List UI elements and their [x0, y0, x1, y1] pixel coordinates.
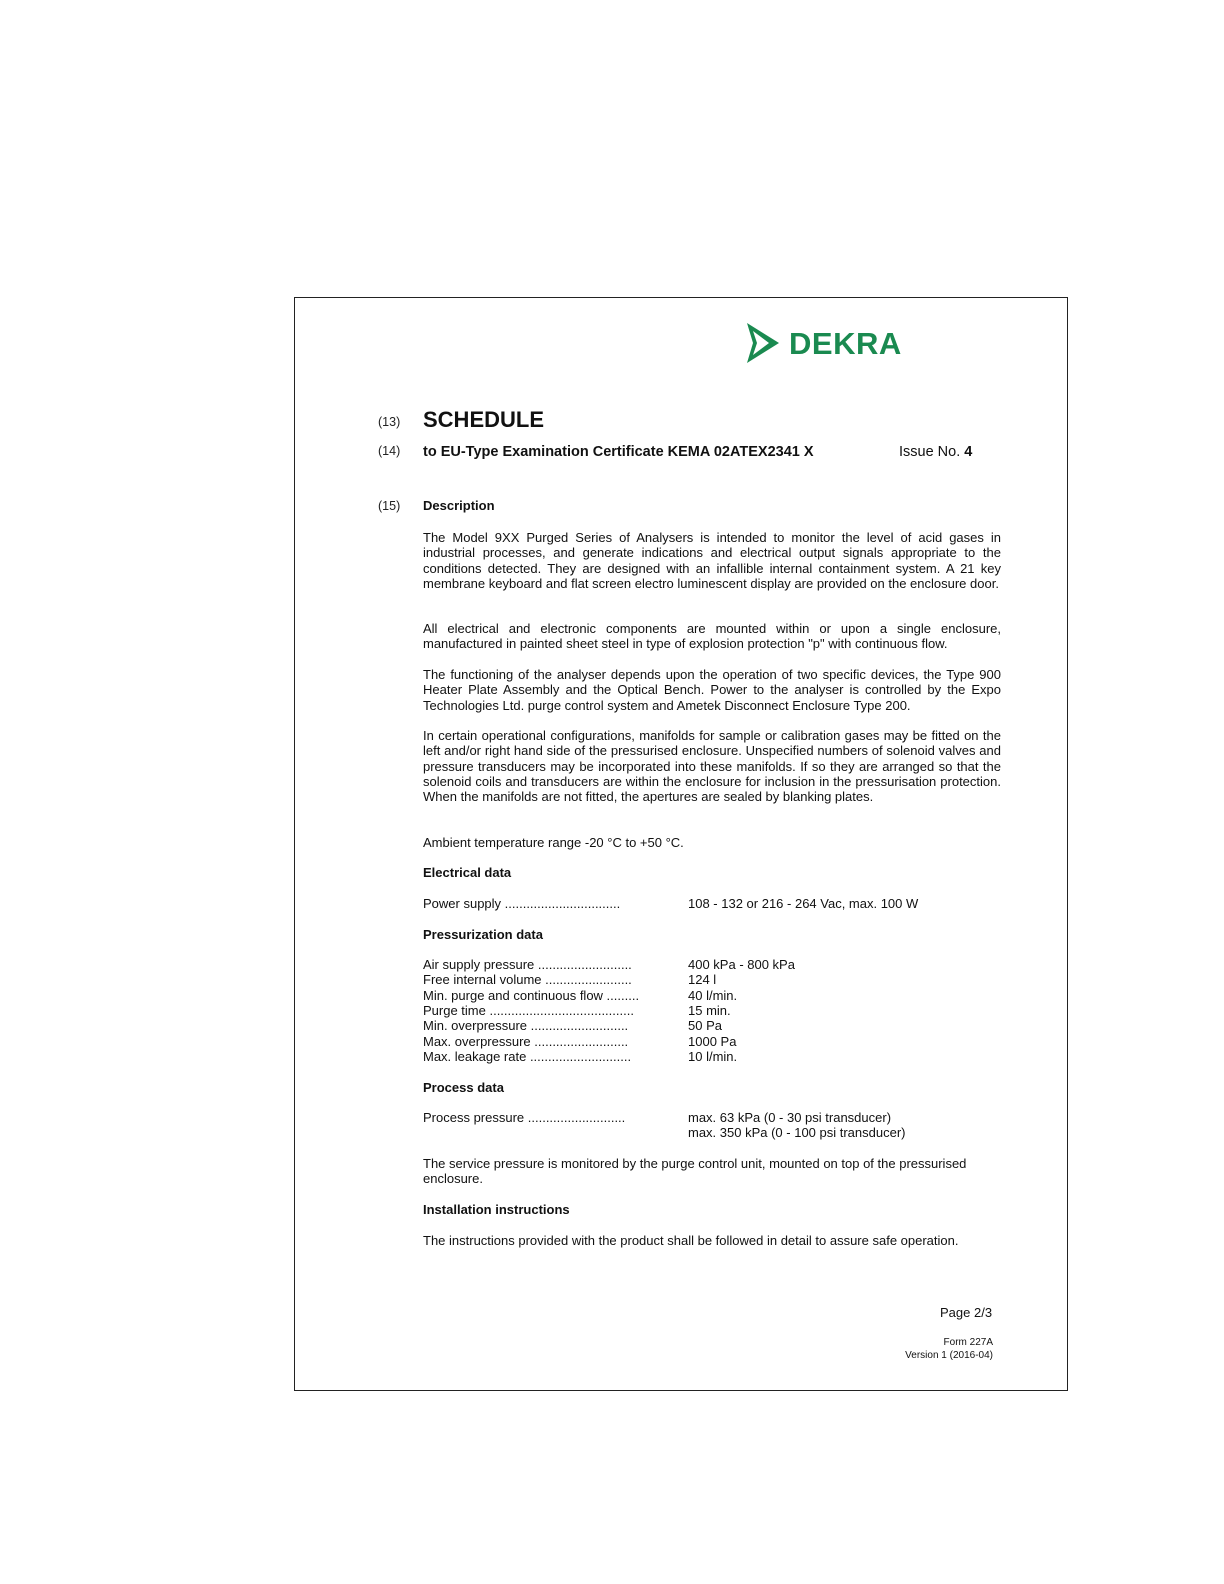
electrical-data-heading: Electrical data	[423, 865, 512, 880]
form-version: Version 1 (2016-04)	[905, 1349, 993, 1361]
page-number: Page 2/3	[940, 1305, 993, 1320]
description-paragraph-2: All electrical and electronic components are mounted within or upon a single enclosure, manufactured in painted sheet steel in type of explosion protection "p" with continuous flow.	[423, 621, 1001, 652]
max-overpressure-value: 1000 Pa	[688, 1033, 737, 1049]
certificate-reference: to EU-Type Examination Certificate KEMA 02ATEX2341 X	[423, 444, 814, 460]
min-purge-flow-label: Min. purge and continuous flow .........	[423, 987, 640, 1003]
max-leakage-rate-value: 10 l/min.	[688, 1048, 738, 1064]
section-number-13: (13)	[378, 415, 401, 429]
power-supply-label: Power supply ................................	[423, 896, 621, 911]
process-pressure-value-1: max. 63 kPa (0 - 30 psi transducer)	[688, 1110, 892, 1125]
issue-label: Issue No.	[899, 444, 961, 460]
description-paragraph-4: In certain operational configurations, manifolds for sample or calibration gases may be fitted on the left and/or right hand side of the pressurised enclosure. Unspecified numbers of solenoid valves and pressure transducers may be incorporated into these manifolds. If so they are arranged so that the solenoid coils and transducers are within the enclosure for inclusion in the pressurisation protection. When the manifolds are not fitted, the apertures are sealed by blanking plates.	[423, 728, 1001, 805]
description-heading: Description	[423, 498, 495, 513]
free-internal-volume-label: Free internal volume ........................	[423, 972, 632, 988]
air-supply-pressure-label: Air supply pressure ..........................	[423, 957, 632, 972]
air-supply-pressure-value: 400 kPa - 800 kPa	[688, 957, 795, 972]
brand-name: DEKRA	[789, 325, 902, 361]
ambient-temperature: Ambient temperature range -20 °C to +50 °C.	[423, 835, 684, 850]
max-leakage-rate-label: Max. leakage rate ............................	[423, 1048, 632, 1064]
issue-value: 4	[964, 444, 973, 460]
min-overpressure-label: Min. overpressure ...........................	[423, 1018, 629, 1034]
description-paragraph-3: The functioning of the analyser depends upon the operation of two specific devices, the Type 900 Heater Plate Assembly and the Optical Bench. Power to the analyser is controlled by the Expo Technologies Ltd. purge control system and Ametek Disconnect Enclosure Type 200.	[423, 667, 1001, 713]
power-supply-value: 108 - 132 or 216 - 264 Vac, max. 100 W	[688, 896, 919, 911]
dekra-arrow-icon	[747, 323, 779, 363]
purge-time-label: Purge time ........................................	[423, 1002, 634, 1018]
service-pressure-note: The service pressure is monitored by the purge control unit, mounted on top of the pressurised enclosure.	[423, 1156, 967, 1187]
free-internal-volume-value: 124 l	[688, 972, 717, 988]
process-pressure-value-2: max. 350 kPa (0 - 100 psi transducer)	[688, 1125, 906, 1141]
form-number: Form 227A	[943, 1337, 993, 1348]
installation-text: The instructions provided with the product shall be followed in detail to assure safe operation.	[423, 1233, 959, 1248]
page-title: SCHEDULE	[423, 407, 545, 432]
purge-time-value: 15 min.	[688, 1002, 731, 1018]
min-overpressure-value: 50 Pa	[688, 1018, 722, 1034]
pressurization-data-heading: Pressurization data	[423, 927, 543, 942]
installation-heading: Installation instructions	[423, 1202, 570, 1217]
min-purge-flow-value: 40 l/min.	[688, 987, 738, 1003]
section-number-15: (15)	[378, 499, 401, 513]
issue-number	[899, 444, 972, 460]
description-paragraph-1: The Model 9XX Purged Series of Analysers is intended to monitor the level of acid gases in industrial processes, and generate indications and electrical output signals appropriate to the conditions detected. They are designed with an infallible internal containment system. A 21 key membrane keyboard and flat screen electro luminescent display are provided on the enclosure door.	[423, 530, 1001, 591]
form-info	[905, 1337, 993, 1362]
process-data-heading: Process data	[423, 1080, 504, 1095]
process-pressure-label: Process pressure ...........................	[423, 1110, 626, 1125]
dekra-logo	[747, 322, 902, 364]
max-overpressure-label: Max. overpressure ..........................	[423, 1033, 629, 1049]
section-number-14: (14)	[378, 444, 401, 458]
